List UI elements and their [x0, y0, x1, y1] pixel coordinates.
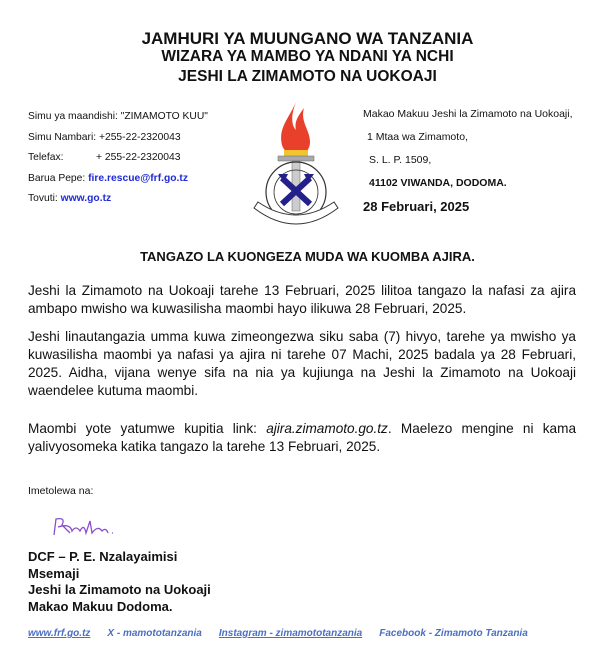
fax-label: Telefax:	[28, 152, 64, 163]
paragraph-1: Jeshi la Zimamoto na Uokoaji tarehe 13 Februari, 2025 lilitoa tangazo la nafasi za ajira ambapo mwisho wa kuwasilisha maombi hayo ilikuwa 28 Februari, 2025.	[28, 283, 576, 316]
phone-label: Simu Nambari:	[28, 131, 97, 143]
address-block: Makao Makuu Jeshi la Zimamoto na Uokoaji, 1 Mtaa wa Zimamoto, S. L. P. 1509, 41102 VIWANDA, DODOMA. 28 Februari, 2025	[363, 103, 573, 218]
web-link[interactable]: www.go.tz	[60, 193, 112, 204]
header-republic: JAMHURI YA MUUNGANO WA TANZANIA	[141, 29, 474, 48]
footer-x-link[interactable]: X - mamototanzania	[107, 628, 202, 639]
issued-by-label: Imetolewa na:	[28, 485, 94, 497]
footer-links	[28, 628, 528, 639]
address-line-3: S. L. P. 1509,	[369, 154, 432, 166]
email-label: Barua Pepe:	[28, 172, 86, 184]
signature	[50, 515, 120, 541]
signatory-org: Jeshi la Zimamoto na Uokoaji	[28, 582, 211, 597]
address-line-2: 1 Mtaa wa Zimamoto,	[367, 131, 468, 143]
signatory-role: Msemaji	[28, 565, 80, 581]
paragraph-3	[28, 420, 576, 456]
contact-block	[28, 107, 208, 210]
footer-website-link[interactable]: www.frf.go.tz	[28, 628, 91, 639]
web-label: Tovuti:	[28, 193, 58, 204]
footer-instagram-link[interactable]: Instagram - zimamototanzania	[218, 628, 363, 639]
header-ministry: WIZARA YA MAMBO YA NDANI YA NCHI	[161, 48, 454, 65]
paragraph-3-text: Maombi yote yatumwe kupitia link:	[28, 421, 267, 436]
fax-value: + 255-22-2320043	[96, 152, 181, 163]
address-line-1: Makao Makuu Jeshi la Zimamoto na Uokoaji,	[363, 108, 573, 120]
footer-facebook-link[interactable]: Facebook - Zimamoto Tanzania	[379, 628, 528, 639]
signatory-block	[28, 549, 211, 615]
signatory-name: DCF – P. E. Nzalayaimisi	[28, 549, 178, 564]
email-link[interactable]: fire.rescue@frf.go.tz	[88, 172, 188, 184]
application-link[interactable]: ajira.zimamoto.go.tz	[266, 421, 388, 436]
telegram-value: "ZIMAMOTO KUU"	[120, 111, 208, 122]
fire-rescue-emblem	[248, 100, 344, 230]
notice-title: TANGAZO LA KUONGEZA MUDA WA KUOMBA AJIRA.	[140, 249, 475, 264]
letter-date: 28 Februari, 2025	[363, 199, 470, 214]
address-line-4: 41102 VIWANDA, DODOMA	[369, 177, 504, 189]
phone-value: +255-22-2320043	[98, 131, 181, 143]
signatory-office: Makao Makuu Dodoma.	[28, 598, 173, 614]
paragraph-2: Jeshi linautangazia umma kuwa zimeongezwa siku saba (7) hivyo, tarehe ya mwisho ya kuwasilisha maombi ya nafasi ya ajira ni tarehe 07 Machi, 2025 badala ya 28 Februari, 2025. Aidha, vijana wenye sifa na nia ya kujiunga na Jeshi la Zimamoto na Uokoaji waendelee kutuma maombi.	[28, 329, 576, 398]
telegram-label: Simu ya maandishi:	[28, 111, 118, 122]
paragraph-3-text-end: . Maelezo mengine ni kama yalivyosomeka katika tangazo la tarehe 13 Februari, 2025.	[28, 421, 576, 454]
header-department: JESHI LA ZIMAMOTO NA UOKOAJI	[178, 68, 437, 85]
